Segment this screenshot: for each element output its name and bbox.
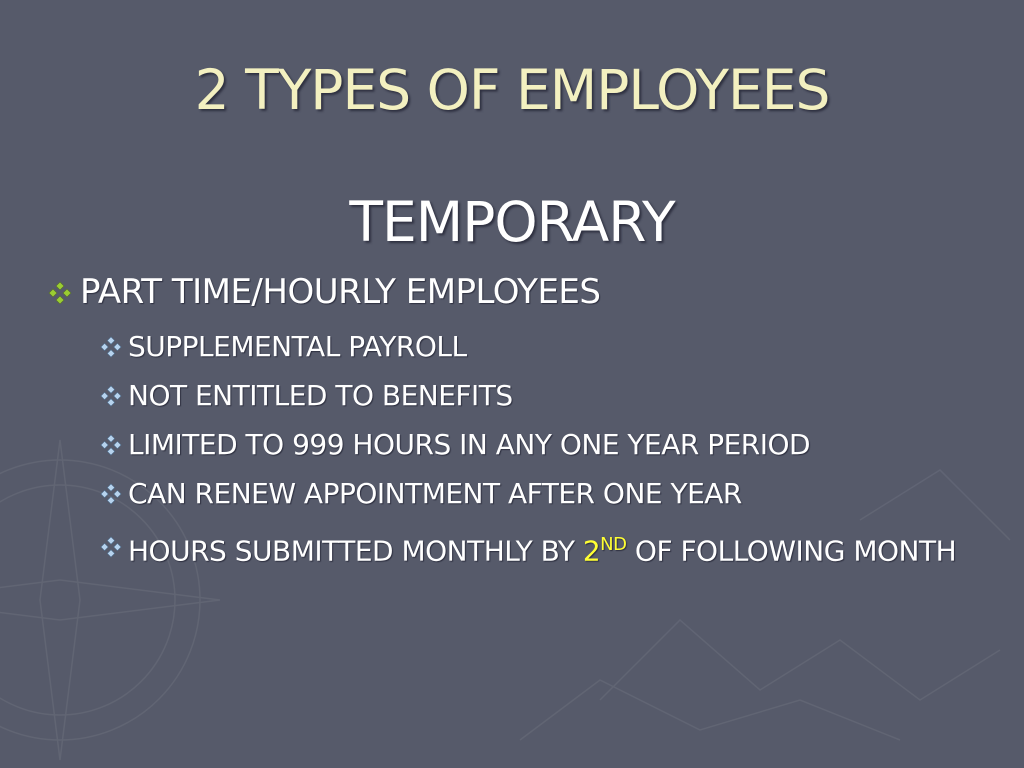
bullet-level1 bbox=[48, 272, 601, 312]
four-diamond-bullet-icon bbox=[48, 281, 80, 305]
highlight-number: 2 bbox=[582, 534, 601, 568]
bullet-level2-item bbox=[100, 428, 980, 461]
last-item-before: HOURS SUBMITTED MONTHLY BY bbox=[128, 534, 583, 568]
four-diamond-bullet-icon bbox=[100, 336, 128, 358]
bullet-level2-text: SUPPLEMENTAL PAYROLL bbox=[128, 330, 467, 363]
section-heading: TEMPORARY bbox=[349, 190, 675, 254]
four-diamond-bullet-icon bbox=[100, 434, 128, 456]
bullet-level2-text: NOT ENTITLED TO BENEFITS bbox=[128, 379, 513, 412]
bullet-level2-text-multipart bbox=[128, 526, 978, 570]
four-diamond-bullet-icon bbox=[100, 385, 128, 407]
four-diamond-bullet-icon bbox=[100, 483, 128, 505]
bullet-level1-text: PART TIME/HOURLY EMPLOYEES bbox=[80, 272, 601, 312]
bullet-level2-item bbox=[100, 477, 980, 510]
slide-title: 2 TYPES OF EMPLOYEES bbox=[194, 58, 830, 122]
four-diamond-bullet-icon bbox=[100, 536, 128, 558]
highlight-ordinal-suffix: ND bbox=[600, 534, 627, 555]
bullet-level2-item bbox=[100, 526, 980, 570]
bullet-level2-item bbox=[100, 330, 980, 363]
bullet-level2-text: LIMITED TO 999 HOURS IN ANY ONE YEAR PERIOD bbox=[128, 428, 811, 461]
bullet-level2-text: CAN RENEW APPOINTMENT AFTER ONE YEAR bbox=[128, 477, 742, 510]
last-item-after: OF FOLLOWING MONTH bbox=[626, 534, 957, 568]
bullet-level2-item bbox=[100, 379, 980, 412]
